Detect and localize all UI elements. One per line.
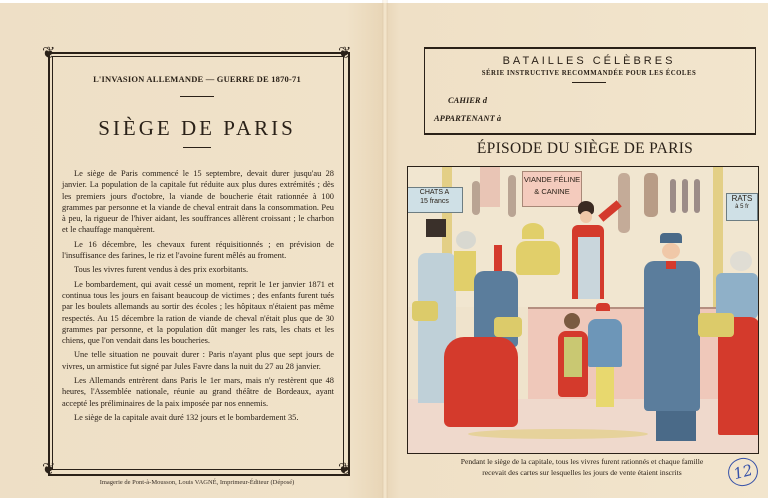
floor-shadow	[468, 429, 648, 439]
wicker-basket	[412, 301, 438, 321]
hanging-rat	[670, 179, 676, 213]
soldier-red-collar	[666, 261, 676, 269]
sign-line: à 5 fr	[735, 204, 749, 210]
header-divider	[180, 96, 214, 97]
caption-line: Pendant le siège de la capitale, tous les vivres furent rationnés et chaque famille	[460, 457, 704, 466]
soldier-legs	[656, 411, 696, 441]
soldier-blue-greatcoat	[644, 261, 700, 411]
paragraph: Une telle situation ne pouvait durer : Paris n'ayant plus que sept jours de vivres, un armistice fut signé par Jules Favre dans la nuit du 27 au 28 janvier.	[62, 350, 334, 371]
sign-rats	[726, 193, 758, 221]
woman-yellow-shawl	[454, 251, 476, 291]
top-hat	[426, 219, 446, 237]
sign-line: & CANINE	[534, 187, 570, 196]
corner-ornament-icon: ❦	[338, 45, 352, 62]
hanging-carcass	[472, 181, 480, 215]
wicker-basket	[698, 313, 734, 337]
sign-viande-feline-canine	[522, 171, 582, 207]
woman-red-skirt	[444, 337, 518, 427]
sign-chats	[407, 187, 463, 213]
center-fold	[382, 0, 388, 498]
appartenant-field-label: APPARTENANT à	[434, 113, 502, 123]
soldier-kepi	[660, 233, 682, 243]
vendor-bonnet	[522, 223, 544, 239]
boy-blue-coat	[588, 319, 622, 367]
paragraph: Le 16 décembre, les chevaux furent réquisitionnés ; en prévision de l'insuffisance des farines, le riz et l'avoine furent mêlés au froment.	[62, 239, 334, 261]
paragraph: Les Allemands entrèrent dans Paris le 1er mars, mais n'y restèrent que 48 heures, l'Assemblée nationale, réunie au grand théâtre de Bordeaux, ayant accepté les préliminaires de la paix imposée par nos ennemis.	[62, 376, 334, 408]
sign-line: VIANDE FÉLINE	[523, 175, 581, 184]
cahier-field-label: CAHIER d	[448, 95, 487, 105]
curtain	[480, 167, 500, 207]
left-page-body	[62, 168, 334, 426]
vendor-shawl	[516, 241, 560, 275]
left-page-header: L'INVASION ALLEMANDE — GUERRE DE 1870-71	[93, 74, 301, 84]
boy-yellow-trousers	[596, 367, 614, 407]
printer-imprint: Imagerie de Pont-à-Mousson, Louis VAGNÉ, Imprimeur-Éditeur (Déposé)	[99, 479, 295, 486]
hanging-carcass	[508, 175, 516, 217]
corner-ornament-icon: ❦	[42, 45, 56, 62]
girl-head	[564, 313, 580, 329]
paragraph: Le bombardement, qui avait cessé un moment, reprit le 1er janvier 1871 et continua tous les jours en faisant beaucoup de victimes ; des enfants furent tués par les boulets allemands au sortir des écoles ; les hôpitaux n'étaient pas même respectés. Au 15 décembre la ration de viande de cheval n'était plus que de 30 grammes par personne, et la population dût manger les rats, les chats et les chiens, que l'on vendait dans les boucheries.	[62, 279, 334, 346]
illustration-title: ÉPISODE DU SIÈGE DE PARIS	[476, 140, 694, 157]
girl-shawl	[564, 337, 582, 377]
boy-red-cap	[596, 303, 610, 311]
white-bonnet	[730, 251, 752, 271]
hanging-carcass	[644, 173, 658, 217]
left-page-title: SIÈGE DE PARIS	[98, 116, 296, 140]
corner-ornament-icon: ❦	[338, 461, 352, 478]
hanging-rat	[694, 179, 700, 213]
handwritten-page-number: 12	[725, 455, 761, 490]
paragraph: Tous les vivres furent vendus à des prix exorbitants.	[74, 265, 249, 275]
sign-line: RATS	[731, 194, 753, 203]
bonnet	[456, 231, 476, 249]
hanging-carcass	[618, 173, 630, 233]
series-title: BATAILLES CÉLÈBRES	[502, 55, 676, 67]
corner-ornament-icon: ❦	[42, 461, 56, 478]
illustration-caption	[407, 456, 757, 478]
subtitle-divider	[572, 82, 606, 83]
paragraph: Le siège de la capitale avait duré 132 jours et le bombardement 35.	[74, 412, 299, 422]
caption-line: recevait des cartes sur lesquelles les jours de vente étaient inscrits	[482, 468, 682, 477]
title-divider	[183, 147, 211, 148]
paragraph: Le siège de Paris commencé le 15 septembre, devait durer jusqu'au 28 janvier. La population de la capitale fut réduite aux plus dures extrémités ; dès les premiers jours d'octobre, la viande de boucherie était rationnée à 100 grammes par personne et la viande de cheval entrait dans la consommation. Peu à peu, la rigueur de l'hiver aidant, les souffrances allèrent croissant ; le charbon et le chauffage manquèrent.	[62, 169, 334, 235]
hanging-rat	[682, 179, 688, 213]
butcher-apron	[578, 237, 600, 299]
series-subtitle: SÉRIE INSTRUCTIVE RECOMMANDÉE POUR LES ÉCOLES	[481, 70, 697, 77]
sign-line: 15 francs	[420, 198, 449, 205]
sign-line: CHATS A	[419, 189, 450, 196]
soldier-face	[662, 243, 680, 259]
butcher-face	[580, 211, 592, 223]
wicker-basket	[494, 317, 522, 337]
illustration-butcher-shop	[407, 166, 759, 454]
